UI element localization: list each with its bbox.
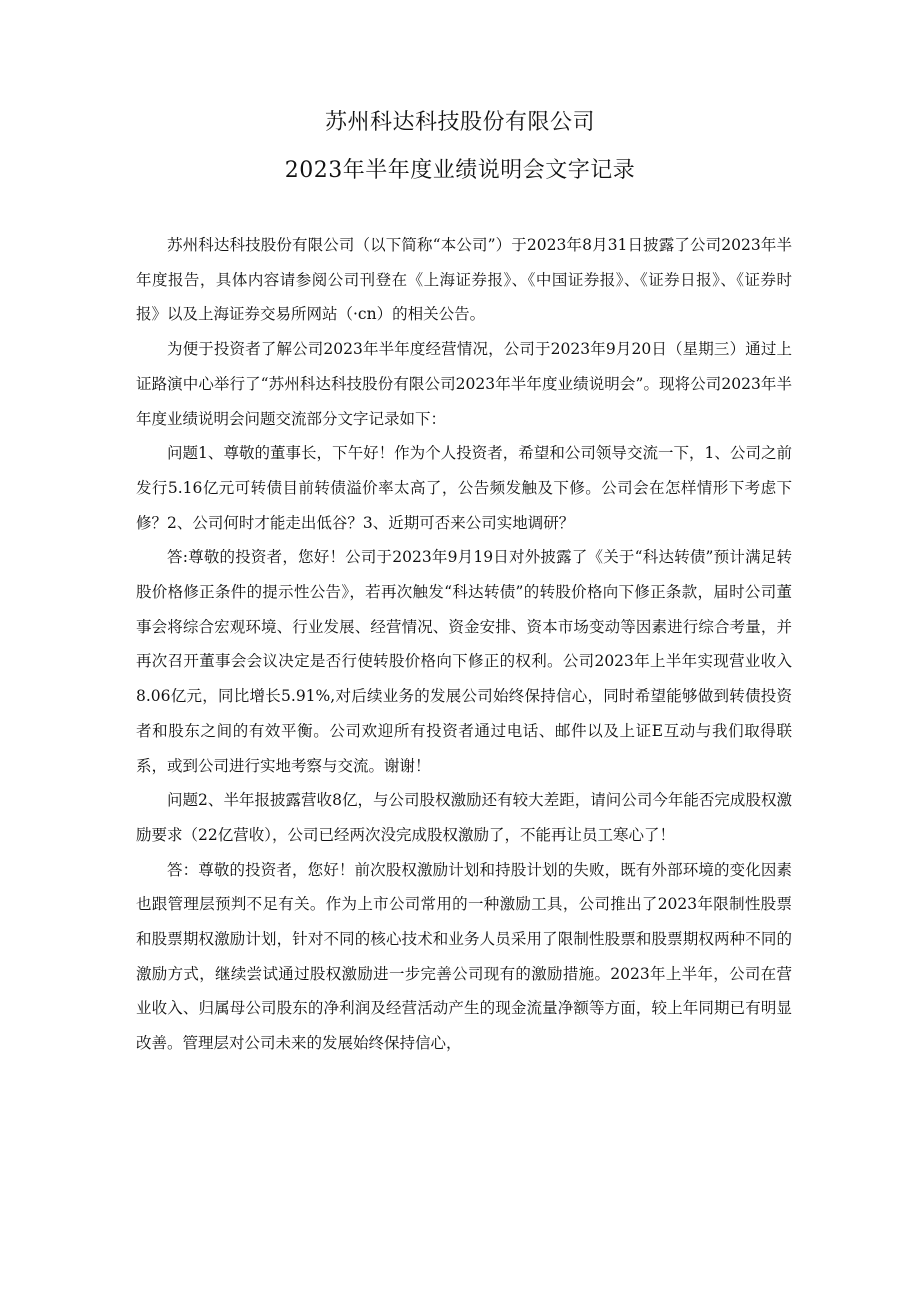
document-title-company: 苏州科达科技股份有限公司	[324, 110, 595, 135]
document-body	[136, 228, 792, 1061]
document-title-event: 2023年半年度业绩说明会文字记录	[284, 158, 636, 183]
paragraph-intro: 苏州科达科技股份有限公司（以下简称“本公司”）于2023年8月31日披露了公司2023年半年度报告，具体内容请参阅公司刊登在《上海证券报》、《中国证券报》、《证券日报》、《证券时报》以及上海证券交易所网站（·cn）的相关公告。	[136, 236, 792, 324]
paragraph-question-2: 问题2、半年报披露营收8亿，与公司股权激励还有较大差距，请问公司今年能否完成股权激励要求（22亿营收），公司已经两次没完成股权激励了，不能再让员工寒心了！	[136, 791, 792, 844]
paragraph-meeting-info: 为便于投资者了解公司2023年半年度经营情况，公司于2023年9月20日（星期三）通过上证路演中心举行了“苏州科达科技股份有限公司2023年半年度业绩说明会”。现将公司2023年半年度业绩说明会问题交流部分文字记录如下：	[136, 340, 792, 428]
paragraph-answer-1: 答:尊敬的投资者，您好！公司于2023年9月19日对外披露了《关于“科达转债”预计满足转股价格修正条件的提示性公告》，若再次触发“科达转债”的转股价格向下修正条款，届时公司董事会将综合宏观环境、行业发展、经营情况、资金安排、资本市场变动等因素进行综合考量，并再次召开董事会会议决定是否行使转股价格向下修正的权利。公司2023年上半年实现营业收入8.06亿元，同比增长5.91%,对后续业务的发展公司始终保持信心，同时希望能够做到转债投资者和股东之间的有效平衡。公司欢迎所有投资者通过电话、邮件以及上证E互动与我们取得联系，或到公司进行实地考察与交流。谢谢！	[136, 548, 792, 775]
paragraph-question-1: 问题1、尊敬的董事长，下午好！作为个人投资者，希望和公司领导交流一下，1、公司之前发行5.16亿元可转债目前转债溢价率太高了，公告频发触及下修。公司会在怎样情形下考虑下修？2、公司何时才能走出低谷？3、近期可否来公司实地调研？	[136, 444, 792, 532]
paragraph-answer-2: 答：尊敬的投资者，您好！前次股权激励计划和持股计划的失败，既有外部环境的变化因素也跟管理层预判不足有关。作为上市公司常用的一种激励工具，公司推出了2023年限制性股票和股票期权激励计划，针对不同的核心技术和业务人员采用了限制性股票和股票期权两种不同的激励方式，继续尝试通过股权激励进一步完善公司现有的激励措施。2023年上半年，公司在营业收入、归属母公司股东的净利润及经营活动产生的现金流量净额等方面，较上年同期已有明显改善。管理层对公司未来的发展始终保持信心，	[136, 860, 792, 1053]
